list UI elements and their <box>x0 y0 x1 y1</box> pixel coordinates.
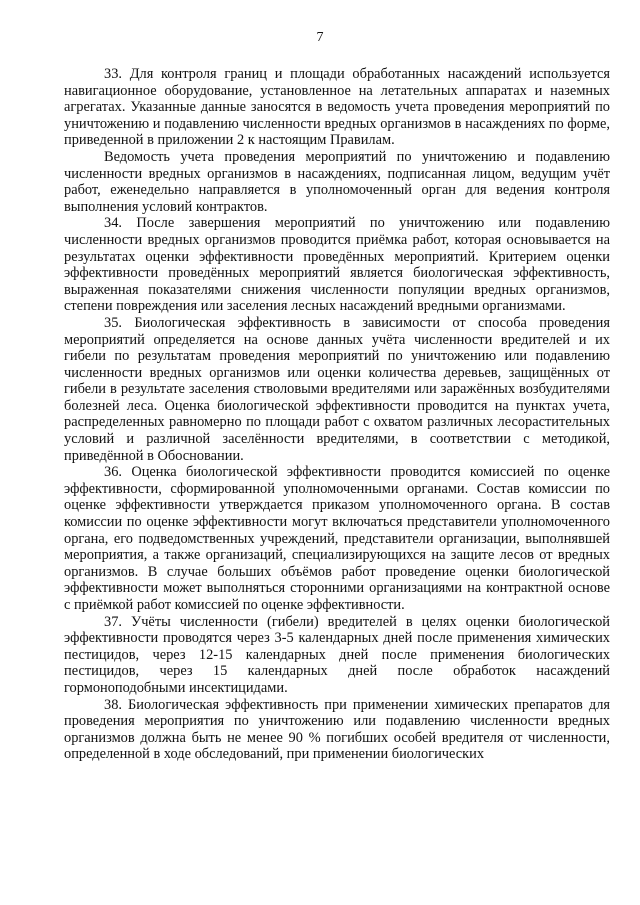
paragraph-36: 36. Оценка биологической эффективности проводится комиссией по оценке эффективности, сформированной уполномоченными органами. Состав комиссии по оценке эффективности утверждается приказом уполномоченного органа. В состав комиссии по оценке эффективности могут включаться представители уполномоченного органа, его подведомственных учреждений, представители организации, выполнявшей мероприятия, а также организаций, специализирующихся на защите лесов от вредных организмов. В случае больших объёмов работ проведение оценки биологической эффективности может выполняться сторонними организациями на контрактной основе с приёмкой работ комиссией по оценке эффективности. <box>64 464 610 613</box>
paragraph-34: 34. После завершения мероприятий по уничтожению или подавлению численности вредных организмов проводится приёмка работ, которая основывается на результатах оценки эффективности проведённых мероприятий. Критерием оценки эффективности проведённых мероприятий является биологическая эффективность, выраженная показателями снижения численности популяции вредных организмов, степени повреждения или заселения лесных насаждений вредными организмами. <box>64 215 610 315</box>
paragraph-ledger: Ведомость учета проведения мероприятий по уничтожению и подавлению численности вредных организмов в насаждениях, подписанная лицом, ведущим учёт работ, еженедельно направляется в уполномоченный орган для ведения контроля выполнения условий контрактов. <box>64 148 610 215</box>
paragraph-35: 35. Биологическая эффективность в зависимости от способа проведения мероприятий определяется на основе данных учёта численности вредителей и их гибели по результатам проведения мероприятий по уничтожению или подавлению численности вредных организмов или оценки количества деревьев, защищённых от гибели в результате заселения стволовыми вредителями или заражённых возбудителями болезней леса. Оценка биологической эффективности проводится на пунктах учета, распределенных равномерно по площади работ с охватом различных лесорастительных условий и различной заселённости вредителями, в соответствии с методикой, приведённой в Обосновании. <box>64 314 610 464</box>
paragraph-37: 37. Учёты численности (гибели) вредителей в целях оценки биологической эффективности проводятся через 3-5 календарных дней после применения химических пестицидов, через 12-15 календарных дней после применения биологических пестицидов, через 15 календарных дней после обработок насаждений гормоноподобными инсектицидами. <box>64 613 610 696</box>
paragraph-38: 38. Биологическая эффективность при применении химических препаратов для проведения мероприятия по уничтожению или подавлению численности вредных организмов должна быть не менее 90 % погибших особей вредителя от численности, определенной в ходе обследований, при применении биологических <box>64 696 610 763</box>
paragraph-33: 33. Для контроля границ и площади обработанных насаждений используется навигационное оборудование, установленное на летательных аппаратах и наземных агрегатах. Указанные данные заносятся в ведомость учета проведения мероприятий по уничтожению и подавлению численности вредных организмов в насаждениях по форме, приведенной в приложении 2 к настоящим Правилам. <box>64 66 610 149</box>
document-body <box>64 66 610 763</box>
page-number: 7 <box>316 30 324 45</box>
